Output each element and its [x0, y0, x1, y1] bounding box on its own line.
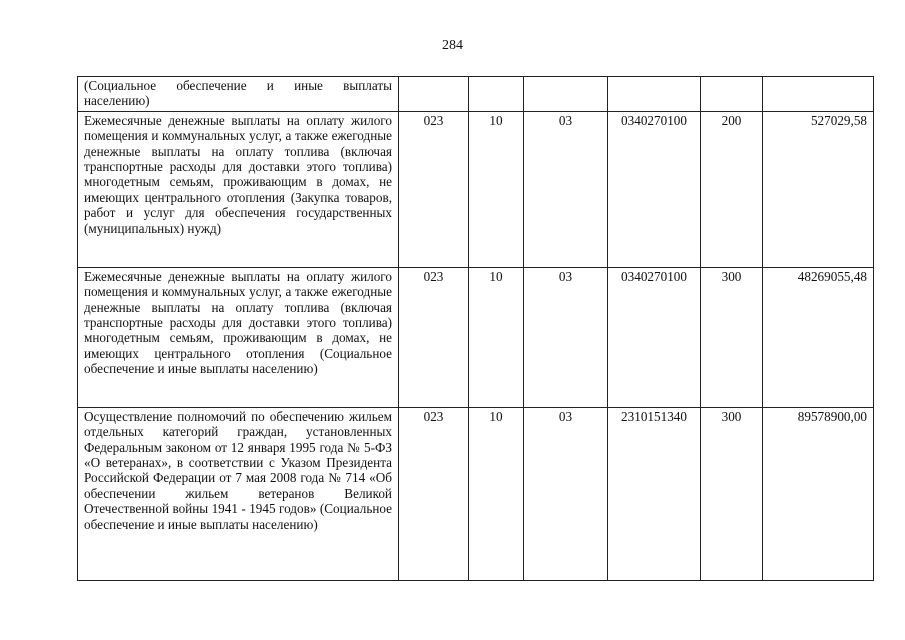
- target-article-code: [608, 77, 701, 112]
- row-description: Осуществление полномочий по обеспечению жильем отдельных категорий граждан, установленных Федеральным законом от 12 января 1995 года № 5-ФЗ «О ветеранах», в соответствии с Указом Президента Российской Федерации от 7 мая 2008 года № 714 «Об обеспечении жильем ветеранов Великой Отечественной войны 1941 - 1945 годов» (Социальное обеспечение и иные выплаты населению): [78, 407, 399, 580]
- row-description: Ежемесячные денежные выплаты на оплату жилого помещения и коммунальных услуг, а также ежегодные денежные выплаты на оплату топлива (включая транспортные расходы для доставки этого топлива) многодетным семьям, проживающим в домах, не имеющих центрального отопления (Социальное обеспечение и иные выплаты населению): [78, 267, 399, 407]
- table-row: [78, 267, 874, 407]
- budget-table: [77, 76, 874, 581]
- ved-code: [399, 77, 469, 112]
- amount: 48269055,48: [763, 267, 874, 407]
- section-code: 10: [469, 267, 524, 407]
- table-row: [78, 407, 874, 580]
- ved-code: 023: [399, 407, 469, 580]
- subsection-code: 03: [524, 111, 608, 267]
- page-number: 284: [442, 38, 463, 53]
- section-code: [469, 77, 524, 112]
- table-row: [78, 111, 874, 267]
- expense-type-code: [701, 77, 763, 112]
- amount: 89578900,00: [763, 407, 874, 580]
- amount: [763, 77, 874, 112]
- section-code: 10: [469, 407, 524, 580]
- row-description: Ежемесячные денежные выплаты на оплату жилого помещения и коммунальных услуг, а также ежегодные денежные выплаты на оплату топлива (включая транспортные расходы для доставки этого топлива) многодетным семьям, проживающим в домах, не имеющих центрального отопления (Закупка товаров, работ и услуг для обеспечения государственных (муниципальных) нужд): [78, 111, 399, 267]
- section-code: 10: [469, 111, 524, 267]
- ved-code: 023: [399, 267, 469, 407]
- subsection-code: 03: [524, 267, 608, 407]
- target-article-code: 0340270100: [608, 111, 701, 267]
- target-article-code: 2310151340: [608, 407, 701, 580]
- subsection-code: 03: [524, 407, 608, 580]
- expense-type-code: 200: [701, 111, 763, 267]
- ved-code: 023: [399, 111, 469, 267]
- target-article-code: 0340270100: [608, 267, 701, 407]
- table-row: [78, 77, 874, 112]
- amount: 527029,58: [763, 111, 874, 267]
- subsection-code: [524, 77, 608, 112]
- row-description: (Социальное обеспечение и иные выплаты населению): [78, 77, 399, 112]
- expense-type-code: 300: [701, 407, 763, 580]
- expense-type-code: 300: [701, 267, 763, 407]
